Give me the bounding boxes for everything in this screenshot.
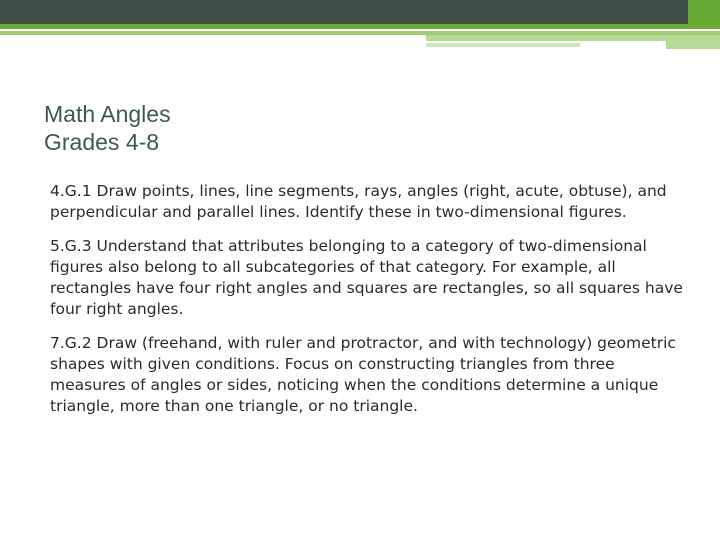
slide-title — [44, 100, 664, 156]
decorative-stripe — [666, 41, 720, 49]
header-band — [0, 0, 720, 24]
standard-paragraph: 7.G.2 Draw (freehand, with ruler and protractor, and with technology) geometric shapes with given conditions. Focus on constructing triangles from three measures of angles or sides, noticing when the conditions determine a unique triangle, more than one triangle, or no triangle. — [50, 334, 676, 415]
decorative-stripe — [0, 24, 720, 29]
slide-title-line-1: Math Angles — [44, 101, 171, 127]
standard-paragraph: 4.G.1 Draw points, lines, line segments, rays, angles (right, acute, obtuse), and perpendicular and parallel lines. Identify these in two-dimensional figures. — [50, 182, 667, 221]
slide-body — [50, 181, 690, 430]
decorative-stripe — [426, 43, 580, 47]
header-accent-tab — [688, 0, 720, 24]
slide-title-line-2: Grades 4-8 — [44, 129, 160, 155]
standard-paragraph: 5.G.3 Understand that attributes belonging to a category of two-dimensional figures also belong to all subcategories of that category. For example, all rectangles have four right angles and squares are rectangles, so all squares have four right angles. — [50, 237, 683, 318]
